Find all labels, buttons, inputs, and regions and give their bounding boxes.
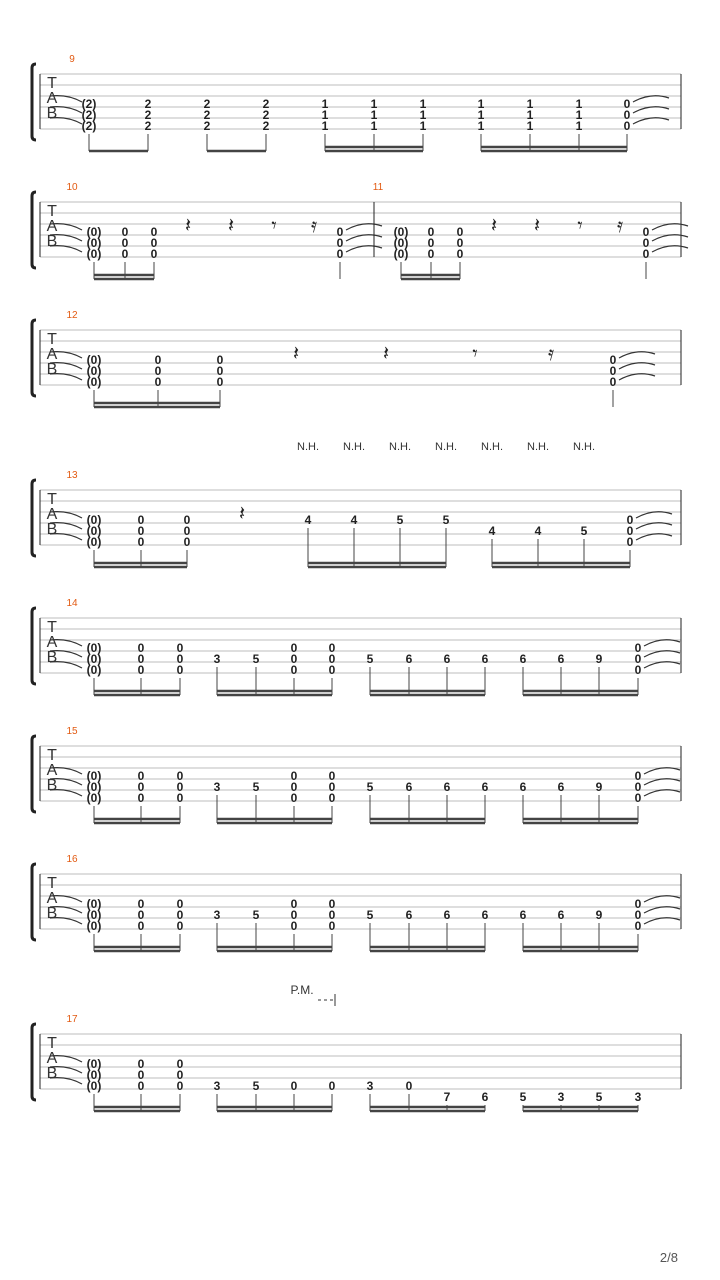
rest-symbol: 𝄾 bbox=[577, 213, 583, 237]
fret-number: 0 bbox=[626, 513, 634, 527]
fret-number: 0 bbox=[176, 919, 184, 933]
tab-clef-letter: T bbox=[47, 331, 57, 348]
rest-symbol: 𝄽 bbox=[533, 213, 541, 237]
tie-out-arc bbox=[346, 246, 382, 252]
fret-number: 5 bbox=[595, 1090, 603, 1104]
fret-number: (0) bbox=[86, 1068, 102, 1082]
tab-clef-letter: B bbox=[46, 1065, 58, 1082]
tab-clef-letter: B bbox=[46, 233, 58, 250]
fret-number: 1 bbox=[321, 119, 329, 133]
measure-number: 14 bbox=[66, 598, 78, 609]
fret-number: (2) bbox=[81, 119, 97, 133]
tie-out-arc bbox=[644, 896, 680, 902]
fret-number: 0 bbox=[328, 652, 336, 666]
natural-harmonic-label: N.H. bbox=[389, 441, 411, 453]
rest-symbol: 𝄽 bbox=[490, 213, 498, 237]
fret-number: 2 bbox=[262, 108, 270, 122]
fret-number: 0 bbox=[328, 780, 336, 794]
fret-number: 5 bbox=[252, 652, 260, 666]
tie-out-arc bbox=[644, 651, 680, 657]
fret-number: 0 bbox=[137, 1079, 145, 1093]
fret-number: 0 bbox=[137, 1057, 145, 1071]
tab-staff-1 bbox=[32, 64, 681, 151]
fret-number: 1 bbox=[370, 97, 378, 111]
fret-number: 2 bbox=[262, 119, 270, 133]
fret-number: (0) bbox=[86, 364, 102, 378]
measure-number: 15 bbox=[66, 726, 78, 737]
fret-number: 0 bbox=[634, 791, 642, 805]
fret-number: 6 bbox=[519, 652, 527, 666]
fret-number: 1 bbox=[321, 108, 329, 122]
fret-number: 0 bbox=[634, 780, 642, 794]
fret-number: 0 bbox=[176, 769, 184, 783]
fret-number: 0 bbox=[176, 641, 184, 655]
fret-number: 0 bbox=[328, 769, 336, 783]
tab-clef-letter: A bbox=[46, 506, 58, 523]
fret-number: 4 bbox=[350, 513, 358, 527]
fret-number: (0) bbox=[393, 236, 409, 250]
fret-number: 5 bbox=[252, 780, 260, 794]
tie-out-arc bbox=[633, 118, 669, 124]
rest-symbol: 𝄽 bbox=[382, 341, 390, 365]
fret-number: 7 bbox=[443, 1090, 451, 1104]
fret-number: 0 bbox=[137, 1068, 145, 1082]
fret-number: 0 bbox=[137, 897, 145, 911]
fret-number: (0) bbox=[86, 641, 102, 655]
natural-harmonic-label: N.H. bbox=[297, 441, 319, 453]
fret-number: 0 bbox=[290, 791, 298, 805]
fret-number: 0 bbox=[427, 247, 435, 261]
fret-number: 3 bbox=[213, 652, 221, 666]
fret-number: 0 bbox=[154, 353, 162, 367]
tie-out-arc bbox=[644, 779, 680, 785]
tie-out-arc bbox=[636, 523, 672, 529]
fret-number: 0 bbox=[183, 535, 191, 549]
fret-number: 0 bbox=[176, 1057, 184, 1071]
fret-number: (0) bbox=[86, 791, 102, 805]
measure-number: 12 bbox=[66, 310, 78, 321]
rest-symbol: 𝄿 bbox=[616, 213, 624, 237]
natural-harmonic-label: N.H. bbox=[343, 441, 365, 453]
system-bracket bbox=[32, 64, 36, 140]
tie-out-arc bbox=[619, 374, 655, 380]
fret-number: 0 bbox=[290, 652, 298, 666]
tie-out-arc bbox=[644, 790, 680, 796]
fret-number: 0 bbox=[176, 1079, 184, 1093]
fret-number: 0 bbox=[328, 791, 336, 805]
fret-number: 3 bbox=[634, 1090, 642, 1104]
natural-harmonic-label: N.H. bbox=[435, 441, 457, 453]
fret-number: 0 bbox=[634, 919, 642, 933]
tab-clef-letter: A bbox=[46, 1050, 58, 1067]
fret-number: 1 bbox=[526, 119, 534, 133]
tab-clef-letter: A bbox=[46, 634, 58, 651]
fret-number: 5 bbox=[252, 1079, 260, 1093]
rest-symbol: 𝄾 bbox=[472, 341, 478, 365]
tab-staff-5 bbox=[32, 608, 681, 695]
tab-clef-letter: B bbox=[46, 777, 58, 794]
fret-number: 1 bbox=[419, 119, 427, 133]
measure-number: 13 bbox=[66, 470, 78, 481]
fret-number: 6 bbox=[443, 908, 451, 922]
fret-number: 0 bbox=[609, 375, 617, 389]
fret-number: 6 bbox=[557, 908, 565, 922]
fret-number: 0 bbox=[137, 663, 145, 677]
tab-clef-letter: T bbox=[47, 491, 57, 508]
fret-number: (0) bbox=[86, 513, 102, 527]
fret-number: 0 bbox=[290, 780, 298, 794]
rest-symbol: 𝄿 bbox=[547, 341, 555, 365]
fret-number: (2) bbox=[81, 108, 97, 122]
tie-out-arc bbox=[644, 907, 680, 913]
rest-symbol: 𝄽 bbox=[238, 501, 246, 525]
fret-number: 0 bbox=[137, 535, 145, 549]
fret-number: 0 bbox=[328, 919, 336, 933]
fret-number: 1 bbox=[370, 119, 378, 133]
fret-number: 0 bbox=[328, 908, 336, 922]
tie-out-arc bbox=[636, 534, 672, 540]
fret-number: 5 bbox=[366, 780, 374, 794]
fret-number: (0) bbox=[86, 535, 102, 549]
fret-number: 5 bbox=[252, 908, 260, 922]
fret-number: 0 bbox=[121, 236, 129, 250]
tab-clef-letter: B bbox=[46, 521, 58, 538]
fret-number: 1 bbox=[575, 119, 583, 133]
tie-out-arc bbox=[636, 512, 672, 518]
tab-staff-7 bbox=[32, 864, 681, 951]
fret-number: 6 bbox=[519, 780, 527, 794]
rest-symbol: 𝄽 bbox=[184, 213, 192, 237]
fret-number: 0 bbox=[456, 236, 464, 250]
fret-number: 4 bbox=[534, 524, 542, 538]
system-bracket bbox=[32, 608, 36, 684]
fret-number: 0 bbox=[642, 236, 650, 250]
fret-number: 0 bbox=[176, 908, 184, 922]
tab-clef-letter: B bbox=[46, 649, 58, 666]
fret-number: 1 bbox=[370, 108, 378, 122]
system-bracket bbox=[32, 736, 36, 812]
fret-number: 2 bbox=[203, 97, 211, 111]
fret-number: 0 bbox=[176, 780, 184, 794]
fret-number: 0 bbox=[154, 364, 162, 378]
fret-number: 0 bbox=[137, 524, 145, 538]
rest-symbol: 𝄿 bbox=[310, 213, 318, 237]
fret-number: 0 bbox=[137, 652, 145, 666]
fret-number: 0 bbox=[328, 663, 336, 677]
tab-clef-letter: T bbox=[47, 75, 57, 92]
fret-number: 0 bbox=[176, 897, 184, 911]
tab-clef-letter: A bbox=[46, 762, 58, 779]
fret-number: 0 bbox=[290, 769, 298, 783]
tab-clef-letter: B bbox=[46, 905, 58, 922]
measure-number: 10 bbox=[66, 182, 78, 193]
fret-number: 0 bbox=[336, 247, 344, 261]
fret-number: 0 bbox=[216, 364, 224, 378]
tie-out-arc bbox=[644, 662, 680, 668]
fret-number: 0 bbox=[427, 225, 435, 239]
fret-number: 0 bbox=[634, 652, 642, 666]
fret-number: 2 bbox=[144, 97, 152, 111]
fret-number: 0 bbox=[137, 919, 145, 933]
fret-number: (0) bbox=[86, 652, 102, 666]
fret-number: 2 bbox=[203, 108, 211, 122]
fret-number: (0) bbox=[86, 908, 102, 922]
system-bracket bbox=[32, 192, 36, 268]
fret-number: 5 bbox=[366, 908, 374, 922]
fret-number: 0 bbox=[456, 225, 464, 239]
measure-number: 9 bbox=[69, 54, 75, 65]
fret-number: 0 bbox=[623, 119, 631, 133]
fret-number: 0 bbox=[176, 1068, 184, 1082]
natural-harmonic-label: N.H. bbox=[481, 441, 503, 453]
tab-clef-letter: T bbox=[47, 619, 57, 636]
fret-number: 0 bbox=[328, 897, 336, 911]
system-bracket bbox=[32, 1024, 36, 1100]
fret-number: 5 bbox=[442, 513, 450, 527]
natural-harmonic-label: N.H. bbox=[573, 441, 595, 453]
fret-number: (0) bbox=[86, 1057, 102, 1071]
fret-number: 5 bbox=[366, 652, 374, 666]
fret-number: 3 bbox=[213, 780, 221, 794]
fret-number: (0) bbox=[86, 663, 102, 677]
fret-number: 0 bbox=[121, 247, 129, 261]
tie-out-arc bbox=[346, 235, 382, 241]
fret-number: 1 bbox=[419, 108, 427, 122]
rest-symbol: 𝄽 bbox=[292, 341, 300, 365]
fret-number: 0 bbox=[216, 353, 224, 367]
tie-out-arc bbox=[633, 96, 669, 102]
fret-number: 0 bbox=[137, 791, 145, 805]
fret-number: 0 bbox=[183, 524, 191, 538]
fret-number: 0 bbox=[290, 663, 298, 677]
fret-number: 0 bbox=[176, 663, 184, 677]
system-bracket bbox=[32, 480, 36, 556]
fret-number: 0 bbox=[623, 97, 631, 111]
tab-clef-letter: A bbox=[46, 218, 58, 235]
fret-number: 0 bbox=[137, 908, 145, 922]
fret-number: (0) bbox=[86, 897, 102, 911]
measure-number: 11 bbox=[372, 182, 384, 193]
fret-number: 6 bbox=[557, 652, 565, 666]
fret-number: 0 bbox=[336, 225, 344, 239]
tab-staff-6 bbox=[32, 736, 681, 823]
fret-number: 1 bbox=[575, 108, 583, 122]
fret-number: (0) bbox=[393, 225, 409, 239]
fret-number: 1 bbox=[526, 97, 534, 111]
fret-number: 6 bbox=[405, 908, 413, 922]
fret-number: (0) bbox=[86, 769, 102, 783]
fret-number: 3 bbox=[366, 1079, 374, 1093]
fret-number: 2 bbox=[144, 119, 152, 133]
fret-number: (0) bbox=[86, 780, 102, 794]
fret-number: 0 bbox=[456, 247, 464, 261]
rest-symbol: 𝄽 bbox=[227, 213, 235, 237]
fret-number: 5 bbox=[580, 524, 588, 538]
tab-clef-letter: A bbox=[46, 346, 58, 363]
fret-number: 9 bbox=[595, 908, 603, 922]
fret-number: 0 bbox=[176, 652, 184, 666]
fret-number: 9 bbox=[595, 780, 603, 794]
fret-number: 0 bbox=[405, 1079, 413, 1093]
fret-number: 6 bbox=[405, 652, 413, 666]
fret-number: 0 bbox=[290, 1079, 298, 1093]
fret-number: 1 bbox=[321, 97, 329, 111]
fret-number: 6 bbox=[443, 652, 451, 666]
fret-number: 6 bbox=[481, 908, 489, 922]
fret-number: (0) bbox=[86, 247, 102, 261]
tie-out-arc bbox=[633, 107, 669, 113]
fret-number: 0 bbox=[137, 769, 145, 783]
fret-number: 6 bbox=[557, 780, 565, 794]
palm-mute-label: P.M. bbox=[290, 983, 314, 997]
fret-number: (0) bbox=[393, 247, 409, 261]
fret-number: 0 bbox=[626, 535, 634, 549]
fret-number: 9 bbox=[595, 652, 603, 666]
fret-number: 6 bbox=[519, 908, 527, 922]
tie-out-arc bbox=[619, 352, 655, 358]
fret-number: 0 bbox=[150, 247, 158, 261]
fret-number: 0 bbox=[150, 236, 158, 250]
fret-number: 1 bbox=[477, 97, 485, 111]
tie-out-arc bbox=[652, 235, 688, 241]
rest-symbol: 𝄾 bbox=[271, 213, 277, 237]
tie-out-arc bbox=[652, 246, 688, 252]
measure-number: 16 bbox=[66, 854, 78, 865]
fret-number: 5 bbox=[396, 513, 404, 527]
fret-number: 6 bbox=[405, 780, 413, 794]
fret-number: 0 bbox=[150, 225, 158, 239]
fret-number: (0) bbox=[86, 353, 102, 367]
fret-number: 0 bbox=[290, 897, 298, 911]
page-number: 2/8 bbox=[659, 1250, 678, 1265]
fret-number: 0 bbox=[154, 375, 162, 389]
fret-number: 6 bbox=[481, 652, 489, 666]
tab-clef-letter: T bbox=[47, 203, 57, 220]
fret-number: 4 bbox=[488, 524, 496, 538]
tab-clef-letter: T bbox=[47, 875, 57, 892]
fret-number: 0 bbox=[634, 769, 642, 783]
fret-number: 0 bbox=[137, 641, 145, 655]
fret-number: 0 bbox=[634, 663, 642, 677]
fret-number: 1 bbox=[419, 97, 427, 111]
fret-number: 3 bbox=[213, 908, 221, 922]
tie-out-arc bbox=[346, 224, 382, 230]
fret-number: 0 bbox=[137, 513, 145, 527]
system-bracket bbox=[32, 320, 36, 396]
fret-number: 0 bbox=[642, 225, 650, 239]
fret-number: 0 bbox=[634, 908, 642, 922]
fret-number: 0 bbox=[216, 375, 224, 389]
fret-number: 0 bbox=[427, 236, 435, 250]
tab-clef-letter: A bbox=[46, 890, 58, 907]
fret-number: 0 bbox=[634, 897, 642, 911]
fret-number: 0 bbox=[290, 919, 298, 933]
fret-number: 0 bbox=[290, 908, 298, 922]
fret-number: 2 bbox=[203, 119, 211, 133]
fret-number: 0 bbox=[121, 225, 129, 239]
fret-number: 0 bbox=[183, 513, 191, 527]
system-bracket bbox=[32, 864, 36, 940]
fret-number: 3 bbox=[557, 1090, 565, 1104]
fret-number: 0 bbox=[609, 353, 617, 367]
fret-number: 5 bbox=[519, 1090, 527, 1104]
fret-number: 4 bbox=[304, 513, 312, 527]
fret-number: 1 bbox=[575, 97, 583, 111]
fret-number: (0) bbox=[86, 225, 102, 239]
fret-number: (0) bbox=[86, 375, 102, 389]
tab-clef-letter: A bbox=[46, 90, 58, 107]
fret-number: 0 bbox=[137, 780, 145, 794]
fret-number: 0 bbox=[336, 236, 344, 250]
tab-clef-letter: B bbox=[46, 361, 58, 378]
tie-out-arc bbox=[619, 363, 655, 369]
fret-number: 1 bbox=[477, 108, 485, 122]
fret-number: 1 bbox=[477, 119, 485, 133]
fret-number: 0 bbox=[176, 791, 184, 805]
natural-harmonic-label: N.H. bbox=[527, 441, 549, 453]
fret-number: 0 bbox=[634, 641, 642, 655]
tab-staff-3 bbox=[32, 320, 681, 407]
tab-clef-letter: B bbox=[46, 105, 58, 122]
fret-number: (0) bbox=[86, 919, 102, 933]
fret-number: 6 bbox=[481, 1090, 489, 1104]
fret-number: 6 bbox=[481, 780, 489, 794]
tie-out-arc bbox=[652, 224, 688, 230]
fret-number: 6 bbox=[443, 780, 451, 794]
fret-number: 0 bbox=[609, 364, 617, 378]
fret-number: (0) bbox=[86, 1079, 102, 1093]
tie-out-arc bbox=[644, 768, 680, 774]
fret-number: 0 bbox=[328, 1079, 336, 1093]
fret-number: 0 bbox=[626, 524, 634, 538]
measure-number: 17 bbox=[66, 1014, 78, 1025]
fret-number: 0 bbox=[642, 247, 650, 261]
fret-number: 0 bbox=[328, 641, 336, 655]
fret-number: 2 bbox=[144, 108, 152, 122]
fret-number: (0) bbox=[86, 236, 102, 250]
tie-out-arc bbox=[644, 918, 680, 924]
tab-clef-letter: T bbox=[47, 747, 57, 764]
fret-number: 0 bbox=[623, 108, 631, 122]
tab-staff-2 bbox=[32, 192, 688, 279]
fret-number: 2 bbox=[262, 97, 270, 111]
tie-out-arc bbox=[644, 640, 680, 646]
fret-number: 1 bbox=[526, 108, 534, 122]
tab-clef-letter: T bbox=[47, 1035, 57, 1052]
fret-number: (0) bbox=[86, 524, 102, 538]
fret-number: (2) bbox=[81, 97, 97, 111]
fret-number: 0 bbox=[290, 641, 298, 655]
fret-number: 3 bbox=[213, 1079, 221, 1093]
tab-staff-8 bbox=[32, 994, 681, 1111]
